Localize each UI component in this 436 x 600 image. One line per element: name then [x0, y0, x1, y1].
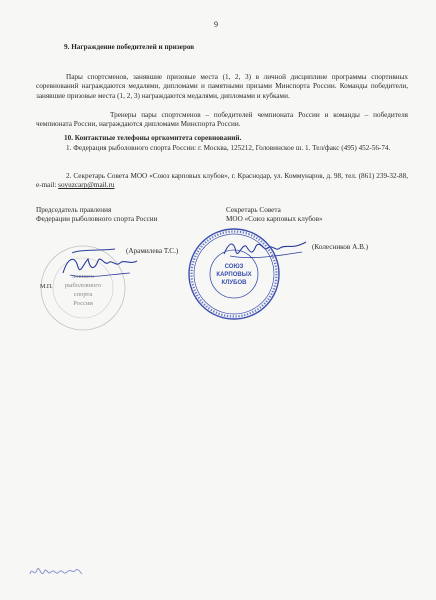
left-stamp-text-3: спорта [73, 291, 93, 298]
contact-item-2 [36, 172, 408, 191]
left-stamp-text-2: рыболовного [64, 282, 102, 289]
left-signer-title-1: Председатель правления [36, 206, 112, 214]
left-signer-title-2: Федерации рыболовного спорта России [36, 215, 158, 223]
right-stamp-text-2: КАРПОВЫХ [216, 272, 252, 278]
contact-email-link[interactable]: soyuzcarp@mail.ru [58, 181, 115, 190]
right-signer-name: (Колесников А.В.) [312, 243, 369, 251]
section-9-paragraph-2: Тренеры пары спортсменов – победителей чемпионата России и команды – победителя чемпионата России, награждаются дипломами Минспорта России. [36, 111, 408, 129]
handwritten-initials-mark [28, 560, 84, 582]
page-number: 9 [214, 20, 218, 29]
left-stamp-text-1: ловного [71, 273, 95, 280]
contact-item-2-text: 2. Секретарь Совета МОО «Союз карповых клубов», г. Краснодар, ул. Коммунаров, д. 98, тел. (861) 239-32-88, e-mail: [36, 172, 408, 190]
left-signer-name: (Арамилева Т.С.) [126, 247, 179, 255]
section-9-paragraph-1: Пары спортсменов, занявшие призовые места (1, 2, 3) в личной дисциплине программы спортивных соревнований награждаются медалями, дипломами и памятными призами Минспорта России. Команды победители, занявшие призовые места (1, 2, 3) награждаются медалями, дипломами и кубками. [36, 73, 408, 100]
left-stamp-text-4: России [73, 300, 93, 307]
contact-item-1: 1. Федерация рыболовного спорта России: г. Москва, 125212, Головинское ш. 1. Тел/факс (495) 452-56-74. [66, 144, 391, 152]
right-stamp-text-1: СОЮЗ [224, 264, 244, 270]
right-signer-title-1: Секретарь Совета [226, 206, 281, 214]
section-10-heading: 10. Контактные телефоны оргкомитета соревнований. [64, 134, 242, 142]
right-stamp-text-3: КЛУБОВ [221, 280, 247, 286]
section-9-heading: 9. Награждение победителей и призеров [64, 43, 195, 51]
right-handwritten-signature [222, 234, 308, 264]
right-signer-title-2: МОО «Союз карповых клубов» [226, 215, 323, 223]
left-seal-mark-mp: М.П. [40, 284, 53, 290]
